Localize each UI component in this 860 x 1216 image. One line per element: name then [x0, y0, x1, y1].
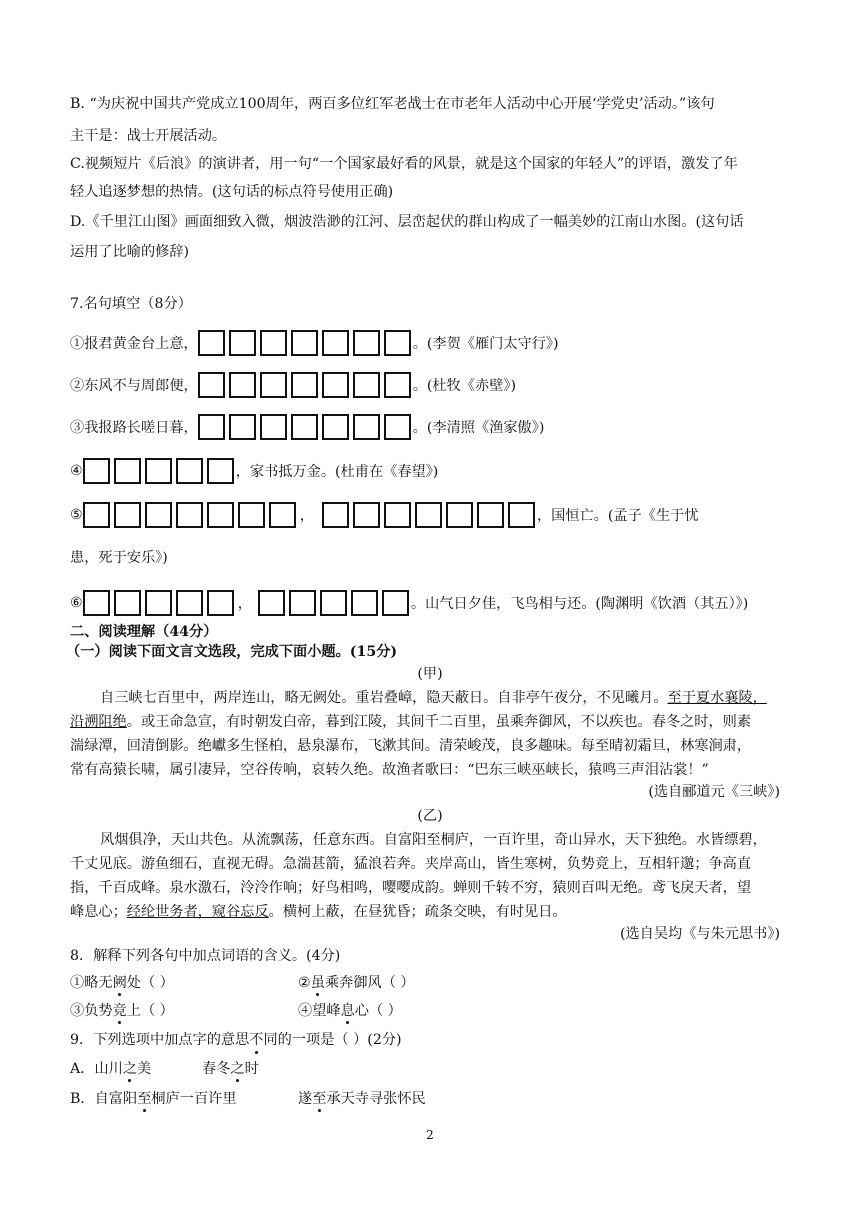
item-blank: 乘奔御风（ ） [324, 975, 415, 991]
title-text: 9．下列选项中加点字的意思 [70, 1032, 250, 1048]
item-text: ② [298, 975, 311, 991]
q7-item-5 [70, 500, 699, 530]
passage-yi-label: (乙) [417, 808, 443, 824]
answer-box[interactable] [384, 414, 411, 440]
underlined-sentence: 经纶世务者，窥谷忘反 [126, 904, 269, 920]
answer-boxes[interactable] [198, 372, 411, 398]
passage-text: 峰息心； [70, 904, 127, 920]
answer-box[interactable] [446, 502, 473, 528]
answer-box[interactable] [83, 590, 110, 616]
answer-box[interactable] [477, 502, 504, 528]
passage-jia-line1 [100, 688, 767, 708]
item-blank: 上（ ） [126, 1003, 174, 1019]
q8-item-3[interactable] [70, 1000, 174, 1020]
answer-box[interactable] [114, 590, 141, 616]
passage-yi-line4 [70, 902, 567, 922]
answer-box[interactable] [260, 330, 287, 356]
passage-jia-line2 [70, 712, 751, 732]
q8-title: 8．解释下列各句中加点词语的含义。(4分) [70, 948, 341, 964]
dotted-character: 至 [312, 1088, 326, 1108]
answer-box[interactable] [382, 590, 409, 616]
item-blank: 处（ ） [126, 975, 174, 991]
option-text: 春冬 [202, 1061, 231, 1077]
answer-boxes[interactable] [198, 414, 411, 440]
answer-box[interactable] [291, 330, 318, 356]
answer-box[interactable] [353, 330, 380, 356]
q7-item-2 [70, 370, 516, 400]
q9-option-a-compare [202, 1058, 259, 1078]
answer-box[interactable] [322, 372, 349, 398]
underlined-sentence: 至于夏水襄陵， [667, 690, 767, 706]
answer-box[interactable] [260, 372, 287, 398]
q7-item-5-comma: ， [299, 508, 314, 524]
item-text: ④望峰 [298, 1003, 341, 1019]
q7-item-6 [70, 588, 748, 618]
item-blank: 心（ ） [354, 1003, 402, 1019]
answer-box[interactable] [322, 330, 349, 356]
answer-box[interactable] [415, 502, 442, 528]
answer-box[interactable] [260, 414, 287, 440]
q7-item-6-comma: ， [237, 596, 252, 612]
answer-box[interactable] [384, 502, 411, 528]
dotted-character: 之 [230, 1058, 244, 1078]
answer-box[interactable] [114, 458, 141, 484]
answer-boxes[interactable] [198, 330, 411, 356]
q8-item-4[interactable] [298, 1000, 402, 1020]
passage-jia-label: (甲) [417, 666, 443, 682]
q7-item-6-source: 。山气日夕佳，飞鸟相与还。(陶渊明《饮酒（其五）》) [410, 596, 749, 612]
q7-title: 7.名句填空（8分） [70, 296, 192, 312]
answer-box[interactable] [145, 502, 172, 528]
answer-box[interactable] [145, 590, 172, 616]
answer-box[interactable] [176, 502, 203, 528]
answer-boxes[interactable] [83, 502, 296, 528]
answer-boxes[interactable] [83, 590, 234, 616]
passage-text: 自三峡七百里中，两岸连山，略无阙处。重岩叠嶂，隐天蔽日。自非亭午夜分，不见曦月。 [100, 690, 668, 706]
dotted-character: 之 [123, 1058, 137, 1078]
answer-box[interactable] [198, 372, 225, 398]
q7-item-2-prompt: ②东风不与周郎便， [70, 378, 198, 394]
q8-item-2[interactable] [298, 972, 415, 992]
answer-box[interactable] [291, 372, 318, 398]
answer-box[interactable] [198, 330, 225, 356]
item-text: ③负势 [70, 1003, 113, 1019]
passage-jia-line3: 湍绿潭，回清倒影。绝巘多生怪柏，悬泉瀑布，飞漱其间。清荣峻茂，良多趣味。每至晴初霜旦，林寒涧肃， [70, 738, 752, 754]
passage-jia-line4: 常有高猿长啸，属引凄异，空谷传响，哀转久绝。故渔者歌曰：“巴东三峡巫峡长，猿鸣三声泪沾裳！” [70, 762, 709, 778]
q7-item-3-prompt: ③我报路长嗟日暮， [70, 420, 198, 436]
answer-box[interactable] [176, 590, 203, 616]
q7-item-4 [70, 456, 438, 486]
passage-yi-line1: 风烟俱净，天山共色。从流飘荡，任意东西。自富阳至桐庐，一百许里，奇山异水，天下独绝。水皆缥碧， [100, 832, 767, 848]
option-text: 承天寺寻张怀民 [326, 1091, 426, 1107]
section-2-title: 二、阅读理解（44分） [70, 624, 218, 640]
answer-box[interactable] [322, 502, 349, 528]
passage-yi-source: (选自吴均《与朱元思书》) [619, 926, 780, 942]
passage-text: 。或王命急宣，有时朝发白帝，暮到江陵，其间千二百里，虽乘奔御风，不以疾也。春冬之时，则素 [126, 714, 752, 730]
q6-option-b-line2: 主干是：战士开展活动。 [70, 128, 227, 144]
page-number: 2 [426, 1128, 434, 1142]
answer-box[interactable] [229, 372, 256, 398]
title-text: 同的一项是（ ）(2分) [263, 1032, 402, 1048]
answer-box[interactable] [114, 502, 141, 528]
dotted-character: 虽 [311, 972, 325, 992]
q6-option-c-line1: C.视频短片《后浪》的演讲者，用一句“一个国家最好看的风景，就是这个国家的年轻人”的评语，激发了年 [70, 156, 738, 172]
answer-box[interactable] [229, 414, 256, 440]
answer-box[interactable] [508, 502, 535, 528]
answer-box[interactable] [198, 414, 225, 440]
passage-text: 。横柯上蔽，在昼犹昏；疏条交映，有时见日。 [268, 904, 567, 920]
q6-option-b-line1: B. “为庆祝中国共产党成立100周年，两百多位红军老战士在市老年人活动中心开展‘学党史’活动。”该句 [70, 96, 715, 112]
answer-box[interactable] [229, 330, 256, 356]
option-text: 遂 [298, 1091, 313, 1107]
q6-option-d-line1: D.《千里江山图》画面细致入微，烟波浩渺的江河、层峦起伏的群山构成了一幅美妙的江南山水图。(这句话 [70, 214, 744, 230]
q6-option-c-line2: 轻人追逐梦想的热情。(这句话的标点符号使用正确) [70, 184, 394, 200]
option-text: A．山川 [70, 1061, 123, 1077]
passage-yi-line2: 千丈见底。游鱼细石，直视无碍。急湍甚箭，猛浪若奔。夹岸高山，皆生寒树，负势竞上，互相轩邈；争高直 [70, 856, 752, 872]
option-text: 桐庐一百许里 [151, 1091, 237, 1107]
option-text: B．自富阳 [70, 1091, 138, 1107]
q7-item-1-prompt: ①报君黄金台上意， [70, 336, 198, 352]
dotted-character: 息 [341, 1000, 355, 1020]
q7-item-4-number: ④ [70, 463, 83, 479]
answer-box[interactable] [384, 372, 411, 398]
answer-boxes[interactable] [83, 458, 234, 484]
q6-option-d-line2: 运用了比喻的修辞) [70, 244, 190, 260]
answer-box[interactable] [207, 458, 234, 484]
answer-box[interactable] [353, 414, 380, 440]
answer-boxes[interactable] [322, 502, 535, 528]
dotted-character: 阙 [113, 972, 127, 992]
answer-box[interactable] [238, 502, 265, 528]
section-2-subtitle: （一）阅读下面文言文选段，完成下面小题。(15分) [66, 644, 398, 660]
passage-yi-line3: 指，千百成峰。泉水激石，泠泠作响；好鸟相鸣，嘤嘤成韵。蝉则千转不穷，猿则百叫无绝。鸢飞戾天者，望 [70, 880, 752, 896]
answer-box[interactable] [384, 330, 411, 356]
answer-box[interactable] [291, 414, 318, 440]
q9-title [70, 1030, 402, 1050]
answer-box[interactable] [353, 502, 380, 528]
passage-jia-source: (选自郦道元《三峡》) [648, 784, 780, 800]
answer-box[interactable] [289, 590, 316, 616]
q7-item-2-source: 。(杜牧《赤壁》) [412, 378, 516, 394]
answer-box[interactable] [258, 590, 285, 616]
q9-option-b-compare [298, 1088, 426, 1108]
option-text: 美 [137, 1061, 152, 1077]
underlined-sentence: 沿溯阻绝 [70, 714, 127, 730]
item-text: ①略无 [70, 975, 113, 991]
q7-item-1-source: 。(李贺《雁门太守行》) [412, 336, 559, 352]
answer-box[interactable] [83, 502, 110, 528]
q8-item-1[interactable] [70, 972, 174, 992]
q9-option-b[interactable] [70, 1088, 237, 1108]
answer-box[interactable] [207, 502, 234, 528]
answer-box[interactable] [351, 590, 378, 616]
q7-item-5-source: ，国恒亡。(孟子《生于忧 [536, 508, 699, 524]
q7-item-5-continuation: 患，死于安乐》) [70, 550, 168, 566]
answer-boxes[interactable] [258, 590, 409, 616]
dotted-character: 至 [137, 1088, 151, 1108]
answer-box[interactable] [176, 458, 203, 484]
answer-box[interactable] [269, 502, 296, 528]
answer-box[interactable] [207, 590, 234, 616]
dotted-character: 竞 [113, 1000, 127, 1020]
q7-item-1 [70, 328, 559, 358]
q7-item-3 [70, 412, 544, 442]
answer-box[interactable] [320, 590, 347, 616]
q7-item-3-source: 。(李清照《渔家傲》) [412, 420, 545, 436]
q7-item-4-source: ，家书抵万金。(杜甫在《春望》) [235, 464, 439, 480]
q9-option-a[interactable] [70, 1058, 151, 1078]
answer-box[interactable] [145, 458, 172, 484]
answer-box[interactable] [83, 458, 110, 484]
q7-item-6-number: ⑥ [70, 595, 83, 611]
dotted-character: 不 [249, 1032, 264, 1048]
option-text: 时 [244, 1061, 259, 1077]
answer-box[interactable] [322, 414, 349, 440]
answer-box[interactable] [353, 372, 380, 398]
q7-item-5-number: ⑤ [70, 507, 83, 523]
